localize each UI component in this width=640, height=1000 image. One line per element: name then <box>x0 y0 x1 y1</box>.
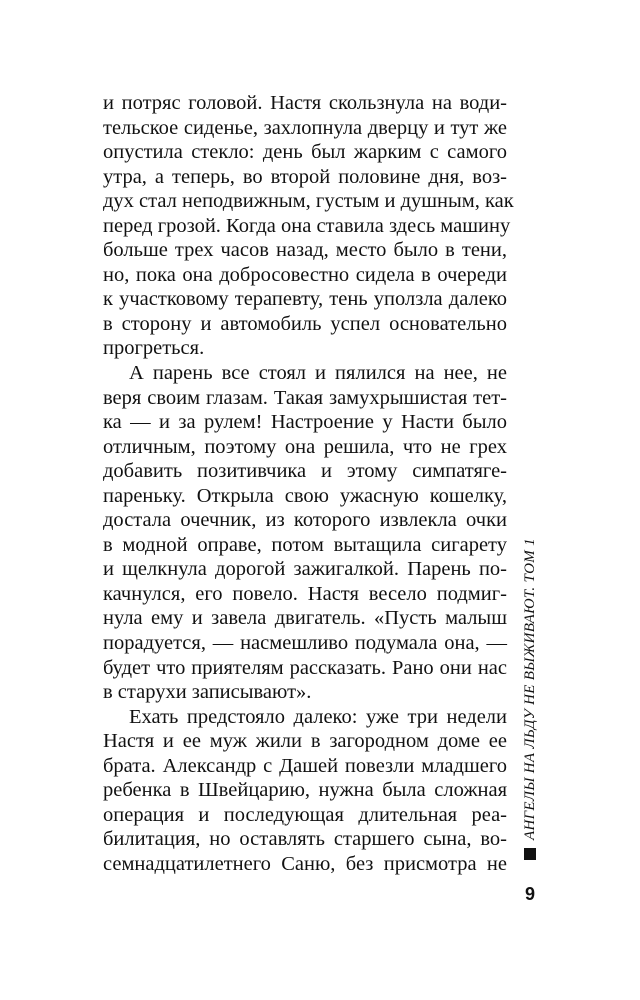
text-line: качнулся, его повело. Настя весело подмиг- <box>103 582 507 605</box>
page-number: 9 <box>524 884 535 904</box>
text-line: Настя и ее муж жили в загородном доме ее <box>103 730 507 753</box>
text-line: в сторону и автомобиль успел основательно <box>103 312 507 335</box>
text-line: достала очечник, из которого извлекла очки <box>103 509 507 532</box>
text-line: и щелкнула дорогой зажигалкой. Парень по- <box>103 558 507 581</box>
text-line: перед грозой. Когда она ставила здесь машину <box>103 214 511 237</box>
text-line: в старухи записывают». <box>103 681 312 704</box>
text-line: утра, а теперь, во второй половине дня, воз- <box>103 165 507 188</box>
text-line: операция и последующая длительная реа- <box>103 803 507 826</box>
running-head-text: АНГЕЛЫ НА ЛЬДУ НЕ ВЫЖИВАЮТ. ТОМ 1 <box>521 538 538 840</box>
text-line: опустила стекло: день был жарким с самого <box>103 141 507 164</box>
text-line: будет что приятелям рассказать. Рано они нас <box>103 656 507 679</box>
text-line: но, пока она добросовестно сидела в очереди <box>103 263 507 286</box>
square-marker-icon <box>524 848 536 860</box>
text-line: пареньку. Открыла свою ужасную кошелку, <box>103 484 507 507</box>
running-head <box>519 460 541 860</box>
text-line: прогреться. <box>103 337 205 360</box>
text-line: тельское сиденье, захлопнула дверцу и тут же <box>103 116 507 139</box>
text-line: брата. Александр с Дашей повезли младшего <box>103 754 507 777</box>
text-line: и потряс головой. Настя скользнула на води- <box>103 92 507 114</box>
text-line: веря своим глазам. Такая замухрышистая тет- <box>103 386 507 409</box>
text-line: больше трех часов назад, место было в тени, <box>103 239 507 262</box>
text-line: А парень все стоял и пялился на нее, не <box>129 362 507 385</box>
text-line: к участковому терапевту, тень уползла далеко <box>103 288 507 311</box>
text-line: нула ему и завела двигатель. «Пусть малыш <box>103 607 507 630</box>
text-line: билитация, но оставлять старшего сына, во- <box>103 828 507 851</box>
text-line: ребенка в Швейцарию, нужна была сложная <box>103 779 507 802</box>
text-line: добавить позитивчика и этому симпатяге- <box>103 460 507 483</box>
text-line: ка — и за рулем! Настроение у Насти было <box>103 411 507 434</box>
text-line: отличным, поэтому она решила, что не грех <box>103 435 507 458</box>
text-line: порадуется, — насмешливо подумала она, — <box>103 632 507 655</box>
text-line: в модной оправе, потом вытащила сигарету <box>103 533 507 556</box>
text-line: семнадцатилетнего Саню, без присмотра не <box>103 852 507 875</box>
body-text <box>103 91 514 877</box>
text-line: Ехать предстояло далеко: уже три недели <box>129 705 507 728</box>
text-line: дух стал неподвижным, густым и душным, как <box>103 190 514 213</box>
